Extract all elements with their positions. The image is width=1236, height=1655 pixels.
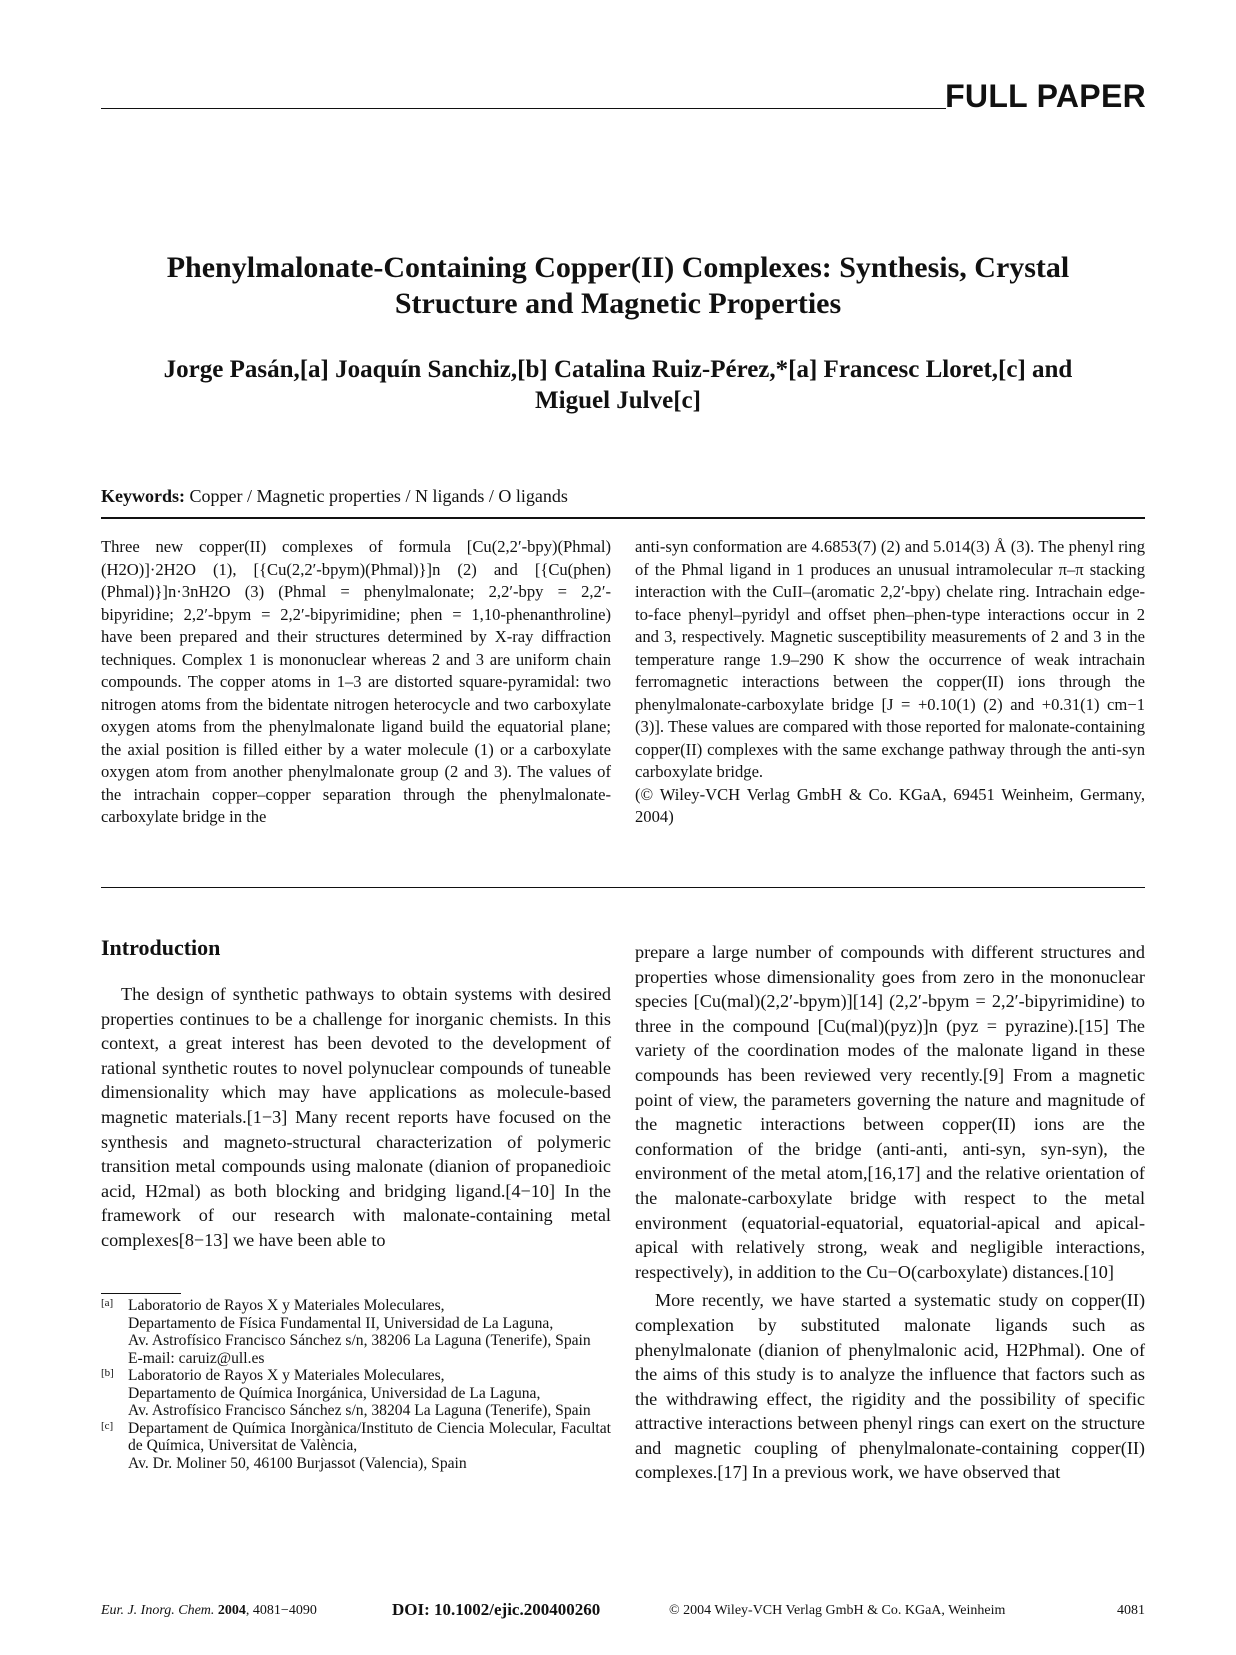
affiliation-line: Av. Astrofísico Francisco Sánchez s/n, 38206 La Laguna (Tenerife), Spain [128,1332,591,1349]
section-label: FULL PAPER [945,78,1146,114]
affiliation-mark: [c] [101,1419,114,1432]
journal-year: 2004 [217,1603,246,1618]
article-title: Phenylmalonate-Containing Copper(II) Complexes: Synthesis, Crystal Structure and Magnetic Properties [166,251,1070,320]
affiliation-line: Departamento de Física Fundamental II, Universidad de La Laguna, [128,1314,554,1332]
header-rule [101,108,946,109]
journal-name: Eur. J. Inorg. Chem. [101,1603,215,1618]
affiliation-c [101,1420,611,1473]
affiliation-mark: [b] [101,1367,114,1379]
section-heading-introduction: Introduction [101,935,221,960]
page-number: 4081 [1117,1603,1145,1618]
intro-left-column: The design of synthetic pathways to obtain systems with desired properties continues to be a challenge for inorganic chemists. In this context, a great interest has been devoted to the development of rational synthetic routes to novel polynuclear compounds of tuneable dimensionality which may have applications as molecule-based magnetic materials.[1−3] Many recent reports have focused on the synthesis and magneto-structural characterization of polymeric transition metal compounds using malonate (dianion of propanedioic acid, H2mal) as both blocking and bridging ligand.[4−10] In the framework of our research with malonate-containing metal complexes[8−13] we have been able to [101,984,611,1250]
author-list: Jorge Pasán,[a] Joaquín Sanchiz,[b] Catalina Ruiz-Pérez,*[a] Francesc Lloret,[c] and Miguel Julve[c] [163,356,1073,414]
abstract-right-column [635,536,1145,829]
doi[interactable]: DOI: 10.1002/ejic.200400260 [392,1600,601,1619]
affiliation-line: Av. Dr. Moliner 50, 46100 Burjassot (Valencia), Spain [128,1454,467,1472]
page-range: 4081−4090 [252,1603,317,1618]
intro-paragraph: prepare a large number of compounds with different structures and properties whose dimensionality goes from zero in the mononuclear species [Cu(mal)(2,2′-bpym)][14] (2,2′-bpym = 2,2′-bipyrimidine) to three in the compound [Cu(mal)(pyz)]n (pyz = pyrazine).[15] The variety of the coordination modes of the malonate ligand in these compounds has been reviewed very recently.[9] From a magnetic point of view, the parameters governing the nature and magnitude of the magnetic interactions between copper(II) ions are the conformation of the bridge (anti-anti, anti-syn, syn-syn), the environment of the metal atom,[16,17] and the relative orientation of the malonate-carboxylate bridge with respect to the metal environment (equatorial-equatorial, equatorial-apical and apical-apical with relatively strong, weak and negligible interactions, respectively), in addition to the Cu−O(carboxylate) distances.[10] [635,942,1145,1282]
affiliations [101,1297,611,1472]
abstract-bottom-rule [101,887,1145,888]
footnote-rule [101,1293,181,1294]
abstract-left-column: Three new copper(II) complexes of formula [Cu(2,2′-bpy)(Phmal)(H2O)]·2H2O (1), [{Cu(2,2′-bpym)(Phmal)}]n (2) and [{Cu(phen)(Phmal)}]n·3nH2O (3) (Phmal = phenylmalonate; 2,2′-bpy = 2,2′-bipyridine; 2,2′-bpym = 2,2′-bipyrimidine; phen = 1,10-phenanthroline) have been prepared and their structures determined by X-ray diffraction techniques. Complex 1 is mononuclear whereas 2 and 3 are uniform chain compounds. The copper atoms in 1–3 are distorted square-pyramidal: two nitrogen atoms from the bidentate nitrogen heterocycle and two carboxylate oxygen atoms from the phenylmalonate ligand build the equatorial plane; the axial position is filled either by a water molecule (1) or a carboxylate oxygen atom from another phenylmalonate group (2 and 3). The values of the intrachain copper–copper separation through the phenylmalonate-carboxylate bridge in the [101,537,611,826]
affiliation-line: Av. Astrofísico Francisco Sánchez s/n, 38204 La Laguna (Tenerife), Spain [128,1402,591,1419]
keywords [101,486,568,507]
affiliation-mark: [a] [101,1297,114,1309]
affiliation-line: Laboratorio de Rayos X y Materiales Moleculares, [128,1367,445,1384]
affiliation-email: E-mail: caruiz@ull.es [128,1349,265,1367]
abstract-right-text: anti-syn conformation are 4.6853(7) (2) and 5.014(3) Å (3). The phenyl ring of the Phmal ligand in 1 produces an unusual intramolecular π–π stacking interaction with the CuII–(aromatic 2,2′-bpy) chelate ring. Intrachain edge-to-face phenyl–pyridyl and offset phen–phen-type interactions occur in 2 and 3, respectively. Magnetic susceptibility measurements of 2 and 3 in the temperature range 1.9–290 K show the occurrence of weak intrachain ferromagnetic interactions between the copper(II) ions through the phenylmalonate-carboxylate bridge [J = +0.10(1) (2) and +0.31(1) cm−1 (3)]. These values are compared with those reported for malonate-containing copper(II) complexes with the same exchange pathway through the anti-syn carboxylate bridge. [635,537,1145,781]
affiliation-line: Departament de Química Inorgànica/Instituto de Ciencia Molecular, Facultat de Química, Universitat de València, [128,1419,611,1454]
affiliation-b [101,1367,611,1420]
keywords-label: Keywords: [101,486,185,506]
affiliation-a [101,1297,611,1367]
intro-right-column [635,940,1145,1485]
keywords-text: Copper / Magnetic properties / N ligands / O ligands [189,486,568,506]
abstract-top-rule [101,517,1145,519]
affiliation-line: Departamento de Química Inorgánica, Universidad de La Laguna, [128,1384,541,1402]
footer-copyright: © 2004 Wiley-VCH Verlag GmbH & Co. KGaA, Weinheim [669,1603,1006,1618]
intro-paragraph: More recently, we have started a systematic study on copper(II) complexation by substituted malonate ligands such as phenylmalonate (dianion of phenylmalonic acid, H2Phmal). One of the aims of this study is to analyze the influence that factors such as the withdrawing effect, the rigidity and the possibility of specific attractive interactions between phenyl rings can exert on the structure and magnetic coupling of phenylmalonate-containing copper(II) complexes.[17] In a previous work, we have observed that [635,1290,1145,1483]
abstract-copyright: (© Wiley-VCH Verlag GmbH & Co. KGaA, 69451 Weinheim, Germany, 2004) [635,784,1145,826]
affiliation-line: Laboratorio de Rayos X y Materiales Moleculares, [128,1297,445,1314]
footer-citation: Eur. J. Inorg. Chem. 2004, 4081−4090 [101,1603,317,1618]
